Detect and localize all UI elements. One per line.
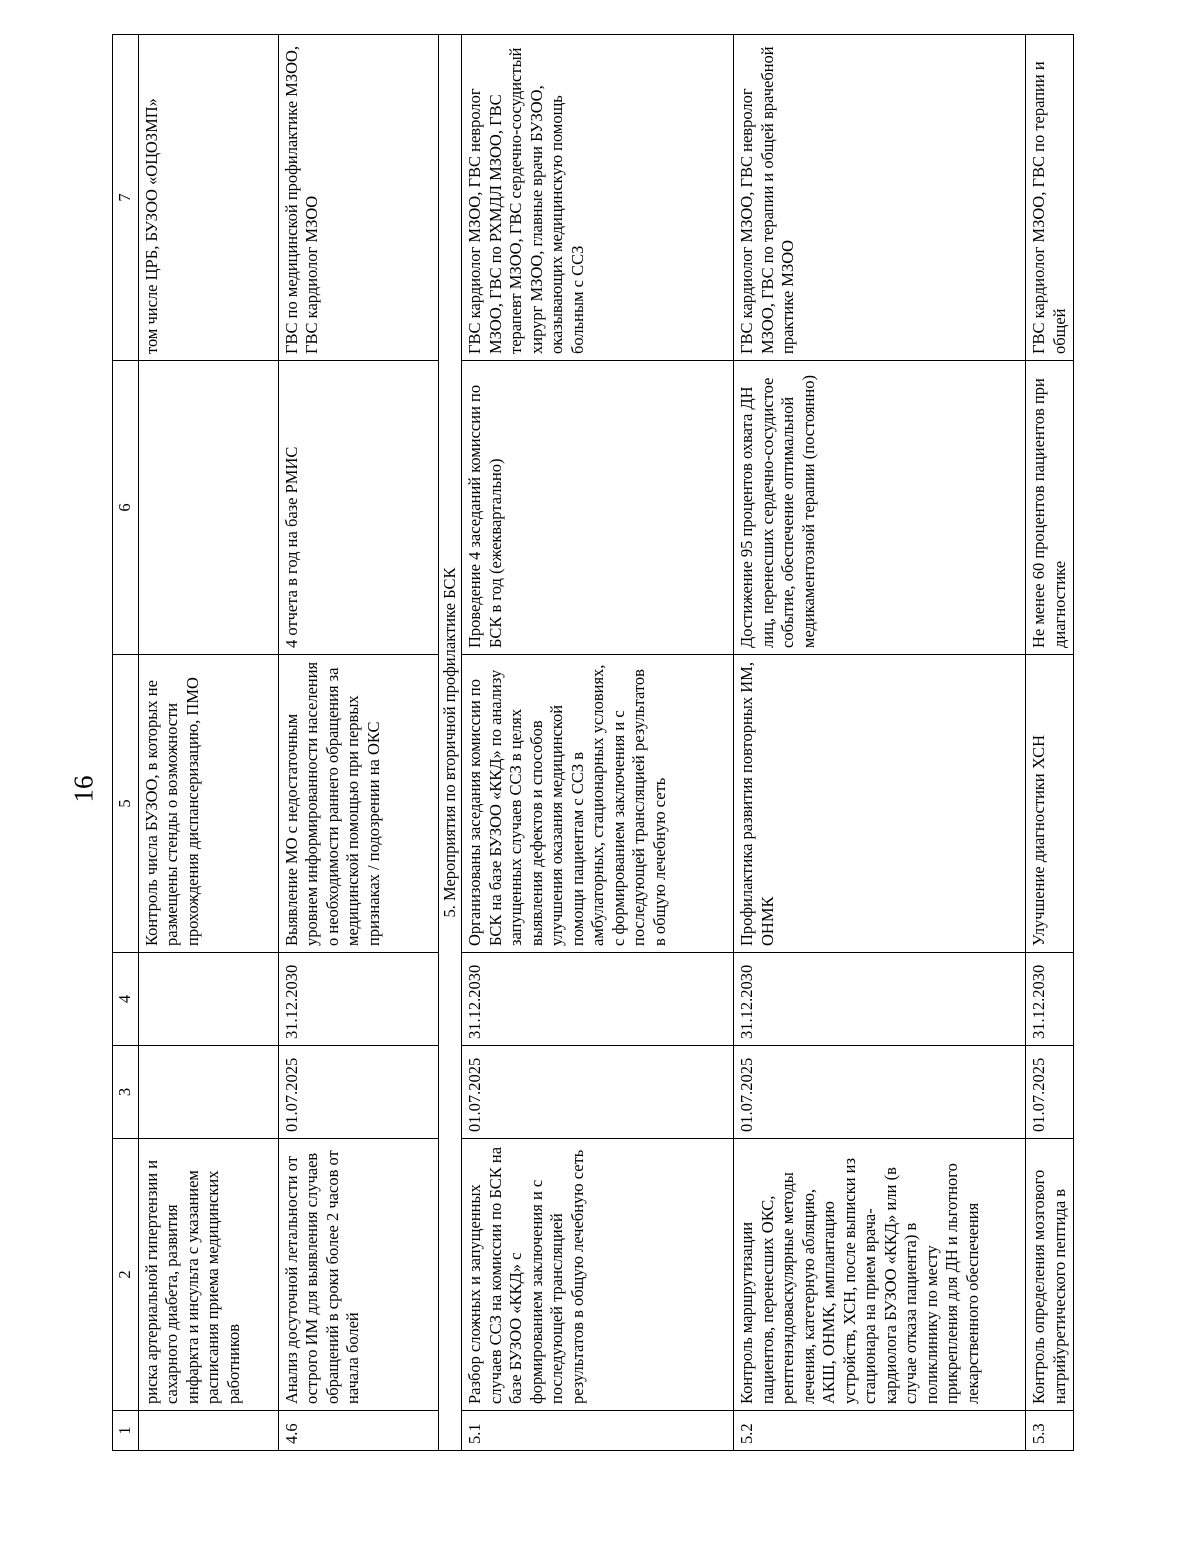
end-date-cell: 31.12.2030 [734,953,1026,1046]
start-date-cell: 01.07.2025 [1026,1046,1074,1139]
task-cell: Контроль определения мозгового натрийуретического пептида в [1026,1139,1074,1411]
table-row [278,35,438,1451]
header-cell: 7 [113,35,139,361]
task-cell: Контроль маршрутизации пациентов, перенесших ОКС, рентгенэндоваскулярные методы лечения, катетерную абляцию, АКШ, ОНМК, имплантацию устройств, ХСН, после выписки из стационара на прием врача-кардиолога БУЗОО «ККД» или (в случае отказа пациента) в поликлинику по месту прикрепления для ДН и льготного лекарственного обеспечения [734,1139,1026,1411]
responsible-cell: ГВС кардиолог МЗОО, ГВС невролог МЗОО, ГВС по РХМДЛ МЗОО, ГВС терапевт МЗОО, ГВС сердечно-сосудистый хирург МЗОО, главные врачи БУЗОО, оказывающих медицинскую помощь больным с ССЗ [462,35,734,361]
result-cell: Организованы заседания комиссии по БСК на базе БУЗОО «ККД» по анализу запущенных случаев ССЗ в целях выявления дефектов и способов улучшения оказания медицинской помощи пациентам с ССЗ в амбулаторных, стационарных условиях, с формированием заключения и с последующей трансляцией результатов в общую лечебную сеть [462,655,734,953]
header-cell: 4 [113,953,139,1046]
result-cell: Профилактика развития повторных ИМ, ОНМК [734,655,1026,953]
result-cell: Улучшение диагностики ХСН [1026,655,1074,953]
responsible-cell: ГВС кардиолог МЗОО, ГВС невролог МЗОО, ГВС по терапии и общей врачебной практике МЗОО [734,35,1026,361]
section-heading: 5. Мероприятия по вторичной профилактике БСК [438,35,462,1451]
result-cell: Контроль числа БУЗОО, в которых не размещены стенды о возможности прохождения диспансеризацию, ПМО [138,655,278,953]
row-number: 5.3 [1026,1411,1074,1451]
indicator-cell: 4 отчета в год на базе РМИС [278,361,438,655]
task-cell: Анализ досуточной летальности от острого ИМ для выявления случаев обращений в сроки более 2 часов от начала болей [278,1139,438,1411]
table-row [1026,35,1074,1451]
start-date-cell: 01.07.2025 [462,1046,734,1139]
page-number: 16 [68,775,99,803]
row-number: 5.1 [462,1411,734,1451]
header-cell: 1 [113,1411,139,1451]
row-number: 4.6 [278,1411,438,1451]
responsible-cell: ГВС кардиолог МЗОО, ГВС по терапии и общей [1026,35,1074,361]
row-number [138,1411,278,1451]
end-date-cell: 31.12.2030 [1026,953,1074,1046]
end-date-cell [138,953,278,1046]
responsible-cell: ГВС по медицинской профилактике МЗОО, ГВС кардиолог МЗОО [278,35,438,361]
task-cell: риска артериальной гипертензии и сахарного диабета, развития инфаркта и инсульта с указанием расписания приема медицинских работников [138,1139,278,1411]
table-row [138,35,278,1451]
start-date-cell: 01.07.2025 [278,1046,438,1139]
indicator-cell [138,361,278,655]
start-date-cell [138,1046,278,1139]
table-row [462,35,734,1451]
row-number: 5.2 [734,1411,1026,1451]
header-cell: 5 [113,655,139,953]
measures-table [112,34,1074,1451]
section-heading-row [438,35,462,1451]
start-date-cell: 01.07.2025 [734,1046,1026,1139]
indicator-cell: Достижение 95 процентов охвата ДН лиц, перенесших сердечно-сосудистое событие, обеспечение оптимальной медикаментозной терапии (постоянно) [734,361,1026,655]
indicator-cell: Проведение 4 заседаний комиссии по БСК в год (ежеквартально) [462,361,734,655]
task-cell: Разбор сложных и запущенных случаев ССЗ на комиссии по БСК на базе БУЗОО «ККД» с формированием заключения и с последующей трансляцией результатов в общую лечебную сеть [462,1139,734,1411]
table-row [734,35,1026,1451]
result-cell: Выявление МО с недостаточным уровнем информированности населения о необходимости раннего обращения за медицинской помощью при первых признаках / подозрении на ОКС [278,655,438,953]
end-date-cell: 31.12.2030 [462,953,734,1046]
header-cell: 3 [113,1046,139,1139]
table-header-row [113,35,139,1451]
responsible-cell: том числе ЦРБ, БУЗОО «ОЦОЗМП» [138,35,278,361]
header-cell: 6 [113,361,139,655]
header-cell: 2 [113,1139,139,1411]
indicator-cell: Не менее 60 процентов пациентов при диагностике [1026,361,1074,655]
end-date-cell: 31.12.2030 [278,953,438,1046]
